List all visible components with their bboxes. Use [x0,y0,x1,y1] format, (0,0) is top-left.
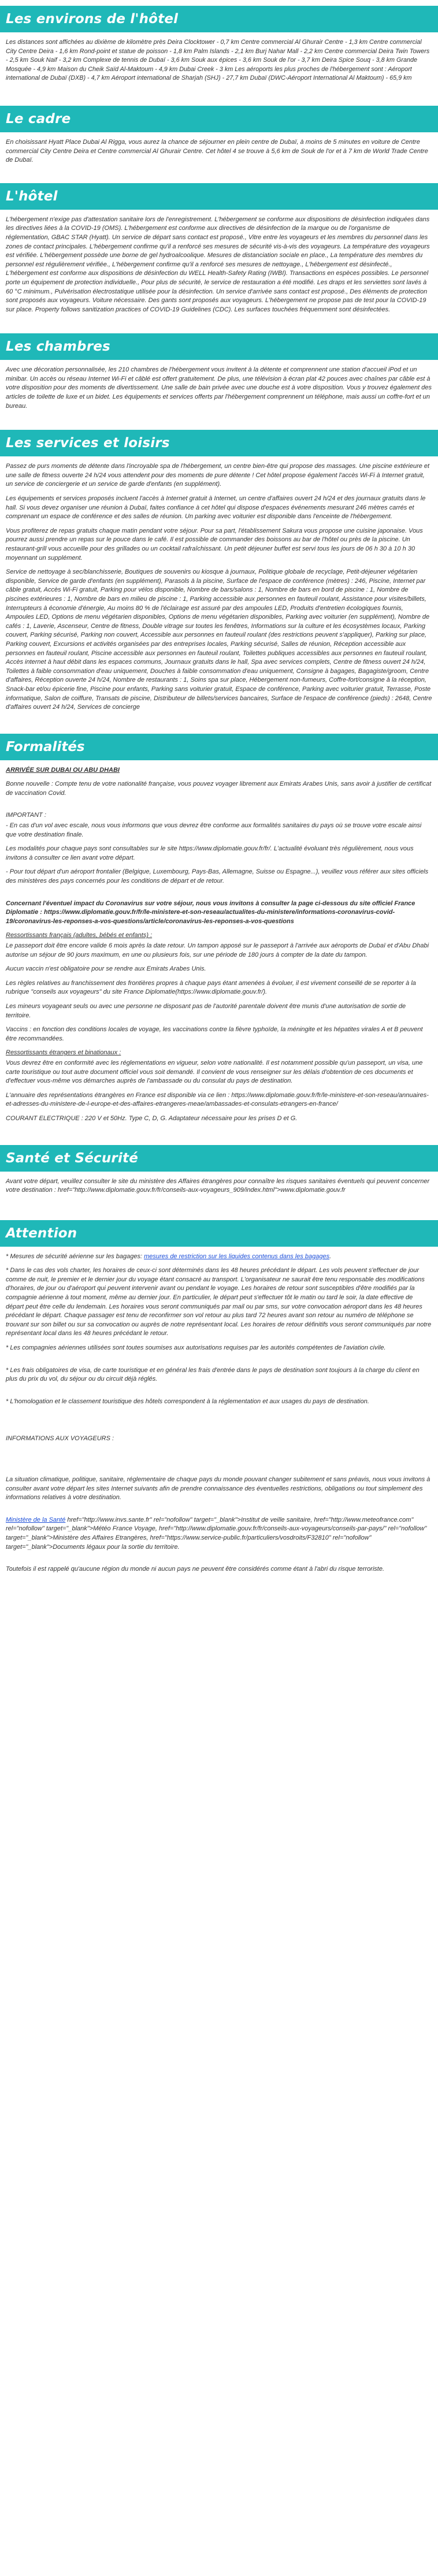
section-title: L'hôtel [0,183,438,210]
cadre-text: En choisissant Hyatt Place Dubai Al Rigga, vous aurez la chance de séjourner en plein centre de Dubaï, à moins de 5 minutes en voiture de Centre commercial City Centre Deira et Centre commercial Al Ghurair Centre. Cet hôtel 4 se trouve à 5,6 km de Souk de l'or et à 7 km de World Trade Centre de Dubaï. [6,138,428,164]
section-title: Les services et loisirs [0,430,438,456]
services-text-3: Vous profiterez de repas gratuits chaque matin pendant votre séjour. Pour sa part, l'établissement Sakura vous propose une cuisine japonaise. Vous pourrez aussi prendre un repas sur le pouce dans le café. Il est possible de commander des boissons au bar de l'hôtel ou près de la piscine. Un restaurant-grill vous accueille pour des grillades ou un cocktail rafraîchissant. Un petit déjeuner buffet est servi tous les jours de 06 h 30 à 10 h 30 moyennant un supplément. [6,527,423,562]
formalites-text-9: Les mineurs voyageant seuls ou avec une personne ne disposant pas de l'autorité parentale doivent être munis d'une autorisation de sortie de territoire. [6,1002,406,1019]
baggage-restrictions-link[interactable]: mesures de restriction sur les liquides contenus dans les bagages [144,1252,330,1260]
section-chambres [0,333,438,419]
services-text-1: Passez de purs moments de détente dans l'incroyable spa de l'hébergement, un centre bien-être qui propose des massages. Une piscine extérieure et une salle de fitness ouverte 24 h/24 vous attendent pour des moments de pure détente ! Cet hôtel propose également l'accès Wi-Fi à Internet gratuit, un service de conciergerie et un service de garde d'enfants (en supplément). [6,463,430,488]
formalites-text-11: Vous devrez être en conformité avec les réglementations en vigueur, selon votre nationalité. Il est notamment possible qu'un passeport, un visa, une carte touristique ou tout autre document officiel vous soit demandé. Il convient de vous renseigner sur les délais d'obtention de ces documents et d'effectuer vous-même vos démarches auprès de l'ambassade ou du consulat du pays de destination. [6,1059,423,1085]
formalites-text-8: Les règles relatives au franchissement des frontières propres à chaque pays étant amenées à évoluer, il est vivement conseillé de se reporter à la rubrique "conseils aux voyageurs" du site France Diplomatie(https://www.diplomatie.gouv.fr/). [6,979,416,996]
attention-text-1-suffix: . [329,1252,332,1260]
attention-text-1-prefix: * Mesures de sécurité aérienne sur les bagages: [6,1252,144,1260]
section-title: Santé et Sécurité [0,1145,438,1172]
section-title: Le cadre [0,106,438,132]
section-title: Attention [0,1220,438,1247]
formalites-text-5: Concernant l'éventuel impact du Coronavirus sur votre séjour, nous vous invitons à consulter la page ci-dessous du site officiel France Diplomatie : https://www.diplomatie.gouv.fr/fr/le-ministere-et-son-reseau/actualites-du-ministere/informations-coronavirus-covid-19/coronavirus-les-reponses-a-vos-questions/article/coronavirus-les-reponses-a-vos-questions [6,899,415,925]
attention-text-5: * L'homologation et le classement touristique des hôtels correspondent à la réglementation et aux usages du pays de destination. [6,1397,369,1405]
formalites-heading-important: IMPORTANT : [6,812,46,819]
section-hotel [0,183,438,324]
section-formalites [0,734,438,1132]
attention-text-1 [6,1252,432,1262]
section-title: Formalités [0,734,438,760]
section-title: Les environs de l'hôtel [0,6,438,32]
attention-text-7-rest: href="http://www.invs.sante.fr" rel="nofollow" target="_blank">Institut de veille sanitaire, href="http://www.meteofrance.com" rel="nofollow" target="_blank">Météo France Voyage, href="http://www.diplomatie.gouv.fr/fr/conseils-aux-voyageurs/conseils-par-pays/" rel="nofollow" target="_blank">Ministère des Affaires Etrangères, href="https://www.service-public.fr/particuliers/vosdroits/F32810" rel="nofollow" target="_blank">Documents légaux pour la sortie du territoire. [6,1516,427,1551]
attention-text-6: La situation climatique, politique, sanitaire, réglementaire de chaque pays du monde pouvant changer subitement et sans préavis, nous vous invitons à consulter avant votre départ les sites Internet suivants afin de prendre connaissance des éventuelles restrictions, obligations ou tout simplement des informations relatives à votre destination. [6,1476,430,1501]
formalites-text-1: Bonne nouvelle : Compte tenu de votre nationalité française, vous pouvez voyager librement aux Emirats Arabes Unis, sans avoir à justifier de certificat de vaccination Covid. [6,780,432,797]
section-environs [0,6,438,92]
services-text-2: Les équipements et services proposés incluent l'accès à Internet gratuit à Internet, un centre d'affaires ouvert 24 h/24 et des journaux gratuits dans le hall. Si vous devez organiser une réunion à Dubaï, faites confiance à cet hôtel qui dispose d'espaces événements mesurant 246 mètres carrés et comprenant un espace de conférence et des salles de réunion. Un parking avec voiturier est disponible dans l'enceinte de l'hébergement. [6,495,426,521]
formalites-text-6: Le passeport doit être encore valide 6 mois après la date retour. Un tampon apposé sur le passeport à l'arrivée aux aéroports de Dubaï et d'Abu Dhabi autorise un séjour de 90 jours maximum, en une ou plusieurs fois, sur une période de 180 jours à compter de la date du tampon. [6,942,429,958]
attention-text-3: * Les compagnies aériennes utilisées sont toutes soumises aux autorisations requises par les autorités compétentes de l'aviation civile. [6,1344,386,1352]
formalites-text-12: L'annuaire des représentations étrangères en France est disponible via ce lien : https://www.diplomatie.gouv.fr/fr/le-ministere-et-son-reseau/annuaires-et-adresses-du-ministere-de-l-europe-et-des-affaires-etrangeres-meae/ambassades-et-consulats-etrangers-en-france/ [6,1091,429,1108]
attention-text-7 [6,1516,432,1552]
formalites-heading-ressortissants: Ressortissants français (adultes, bébés et enfants) : [6,932,153,939]
environs-text: Les distances sont affichées au dixième de kilomètre près Deira Clocktower - 0,7 km Centre commercial Al Ghurair Centre - 1,3 km Centre commercial City Centre Deira - 1,6 km Rond-point et statue de poisson - 1,8 km Palm Islands - 2,1 km Burj Nahar Mall - 2,2 km Centre commercial Deira Twin Towers - 2,5 km Souk Naif - 3,2 km Complexe de tennis de Dubaï - 3,6 km Souk aux épices - 3,6 km Souk de l'or - 3,7 km Deira Spice Souq - 3,8 km Grande Mosquée - 4,9 km Maison du Cheik Saïd Al-Maktoum - 4,9 km Dubai Creek - 3 km Les aéroports les plus proches de l'hébergement sont : Aéroport international de Dubaï (DXB) - 4,7 km Aéroport international de Sharjah (SHJ) - 27,7 km Dubaï (DWC-Aéroport International Al Maktoum) - 65,9 km [6,39,430,82]
section-attention [0,1220,438,1583]
formalites-text-7: Aucun vaccin n'est obligatoire pour se rendre aux Emirats Arabes Unis. [6,965,206,973]
formalites-text-4: - Pour tout départ d'un aéroport frontalier (Belgique, Luxembourg, Pays-Bas, Allemagne, Suisse ou Espagne...), veuillez vous référer aux sites officiels des ministères des pays concernés pour les conditions de départ et de retour. [6,868,429,885]
section-services [0,430,438,720]
formalites-text-2: - En cas d'un vol avec escale, nous vous informons que vous devrez être conforme aux formalités sanitaires du pays où se trouve votre escale ainsi que votre destination finale. [6,822,422,838]
attention-text-4: * Les frais obligatoires de visa, de carte touristique et en général les frais d'entrée dans le pays de destination sont toujours à la charge du client en plus du prix du vol, du séjour ou du circuit déjà réglés. [6,1366,420,1383]
formalites-text-10: Vaccins : en fonction des conditions locales de voyage, les vaccinations contre la fièvre typhoïde, la méningite et les hépatites virales A et B peuvent être recommandées. [6,1026,423,1042]
page [0,6,438,2576]
hotel-text: L'hébergement n'exige pas d'attestation sanitaire lors de l'enregistrement. L'hébergement se conforme aux dispositions de désinfection indiquées dans les directives liées à la COVID-19 (OMS). L'hébergement est conforme aux directives de désinfection de la marque ou de l'organisme de réglementation, GBAC STAR (Hyatt). Un service de départ sans contact est proposé., Vitre entre les voyageurs et les membres du personnel dans les zones de contact principales. L'hébergement confirme qu'il a renforcé ses mesures de sécurité vis-à-vis des voyageurs. La température des voyageurs est vérifiée. L'hébergement possède une borne de gel hydroalcoolique. Mesures de distanciation sociale en place., La température des membres du personnel est régulièrement vérifiée., L'hébergement confirme qu'il a renforcé ses mesures de nettoyage., L'hébergement est désinfecté., L'hébergement est conforme aux dispositions de désinfection du WELL Health-Safety Rating (IWBI). Transactions en espèces possibles. Le personnel porte un équipement de protection individuelle., Pour plus de sécurité, le service de restauration a été modifié. Les draps et les serviettes sont lavés à 60 °C minimum., Pulvérisation électrostatique utilisée pour la désinfection. Un service d'arrivée sans contact est proposé., Des éléments de protection sont proposés aux voyageurs. Voiture nécessaire. Des gants sont proposés aux voyageurs. L'hébergement ne propose pas de test pour la COVID-19 sur place. Property follows sanitization practices of COVID-19 Guidelines (CDC). Les surfaces touchées fréquemment sont désinfectées. [6,215,430,313]
formalites-text-13: COURANT ELECTRIQUE : 220 V et 50Hz. Type C, D, G. Adaptateur nécessaire pour les prises D et G. [6,1114,298,1122]
section-sante [0,1145,438,1204]
attention-text-8: Toutefois il est rappelé qu'aucune région du monde ni aucun pays ne peuvent être considérés comme étant à l'abri du risque terroriste. [6,1566,385,1573]
attention-text-2: * Dans le cas des vols charter, les horaires de ceux-ci sont déterminés dans les 48 heures précédant le départ. Les vols peuvent s'effectuer de jour comme de nuit, le premier et le dernier jour du voyage étant consacré au transport. L'organisateur ne saurait être tenu responsable des modifications d'horaires, de jour ou d'aéroport qui peuvent intervenir avant ou pendant le voyage. Les horaires de retour sont susceptibles d'être modifiés par la compagnie aérienne à tout moment, même au dernier jour. En particulier, le départ peut s'effectuer tôt le matin ou tard le soir, la date effective de départ peut être celle du lendemain. Les horaires vous seront communiqués par mail ou par sms, sur votre convocation aéroport dans les 48 heures précédant le départ. Chaque passager est tenu de reconfirmer son vol retour au plus tard 72 heures avant son retour au numéro de téléphone se trouvant sur son billet ou sur sa convocation ou auprès de notre représentant local. Les horaires de retour définitifs vous seront communiqués par notre représentant local dans les 48 heures précédant le retour. [6,1267,432,1337]
sante-text: Avant votre départ, veuillez consulter le site du ministère des Affaires étrangères pour connaître les risques sanitaires éventuels qui peuvent concerner votre destination : href="http://www.diplomatie.gouv.fr/fr/conseils-aux-voyageurs_909/index.html">www.diplomatie.gouv.fr [6,1177,430,1194]
formalites-heading-etrangers: Ressortissants étrangers et binationaux : [6,1049,121,1057]
services-text-4: Service de nettoyage à sec/blanchisserie, Boutiques de souvenirs ou kiosque à journaux, Politique globale de recyclage, Petit-déjeuner végétarien disponible, Service de garde d'enfants (en supplément), Parasols à la piscine, Surface de l'espace de conférence (mètres) : 246, Piscine, Internet par câble gratuit, Accès Wi-Fi gratuit, Parking pour vélos disponible, Nombre de bars/salons : 1, Nombre de bars en bord de piscine : 1, Nombre de piscines extérieures : 1, Nombre de bars en milieu de piscine : 1, Parking accessible aux personnes en fauteuil roulant, Assistance pour visites/billets, Interrupteurs à économie d'énergie, Au moins 80 % de l'éclairage est assuré par des ampoules LED, Produits d'entretien écologiques fournis, Ampoules LED, Options de menu végétarien disponibles, Options de menu végétarien disponibles, Parking avec voiturier (en supplément), Nombre de cafés : 1, Laverie, Ascenseur, Centre de fitness, Double vitrage sur toutes les fenêtres, Informations sur la culture et les écosystèmes locaux, Parking couvert, Parking sécurisé, Parking non couvert, Accessible aux personnes en fauteuil roulant (des restrictions peuvent s'appliquer), Parking sur place, Parking couvert, Excursions et activités organisées par des entreprises locales, Parking sécurisé, Salles de réunion, Réception accessible aux personnes en fauteuil roulant, Piscine accessible aux personnes en fauteuil roulant, Toilettes publiques accessibles aux personnes en fauteuil roulant, Accès internet à haut débit dans les espaces communs, Journaux gratuits dans le hall, Spa avec services complets, Centre de fitness ouvert 24 h/24, Toilettes à faible consommation d'eau uniquement, Douches à faible consommation d'eau uniquement, Consigne à bagages, Bagagiste/groom, Centre d'affaires, Réception ouverte 24 h/24, Nombre de restaurants : 1, Soins spa sur place, Hébergement non-fumeurs, Coffre-fort/consigne à la réception, Snack-bar et/ou épicerie fine, Piscine pour enfants, Parking sans voiturier gratuit, Espace de conférence, Parking avec voiturier gratuit, Terrasse, Poste informatique, Salon de coiffure, Transats de piscine, Distributeur de billets/services bancaires, Surface de l'espace de conférence (pieds) : 2648, Centre d'affaires ouvert 24 h/24, Services de concierge [6,568,432,711]
attention-heading-voyageurs: INFORMATIONS AUX VOYAGEURS : [6,1435,114,1443]
formalites-text-3: Les modalités pour chaque pays sont consultables sur le site https://www.diplomatie.gouv.fr/fr/. L'actualité évoluant très régulièrement, nous vous invitons à consulter ce lien avant votre départ. [6,845,414,861]
chambres-text: Avec une décoration personnalisée, les 210 chambres de l'hébergement vous invitent à la détente et comprennent une station d'accueil iPod et un minibar. Un accès ou réseau Internet Wi-Fi et câblé est offert gratuitement. De plus, une télévision à écran plat 42 pouces avec chaînes par câble est à votre disposition pour des moments de divertissement. Une salle de bain privée avec une douche est à votre disposition. Vous y trouvez également des articles de toilette de luxe et un bidet. Les équipements et services offerts par l'hébergement comprennent un téléphone, mais aussi un coffre-fort et un bureau. [6,366,432,410]
ministere-sante-link[interactable]: Ministère de la Santé [6,1516,66,1523]
formalites-heading-arrivee: ARRIVÉE SUR DUBAI OU ABU DHABI [6,766,120,774]
section-cadre [0,106,438,174]
section-title: Les chambres [0,333,438,360]
